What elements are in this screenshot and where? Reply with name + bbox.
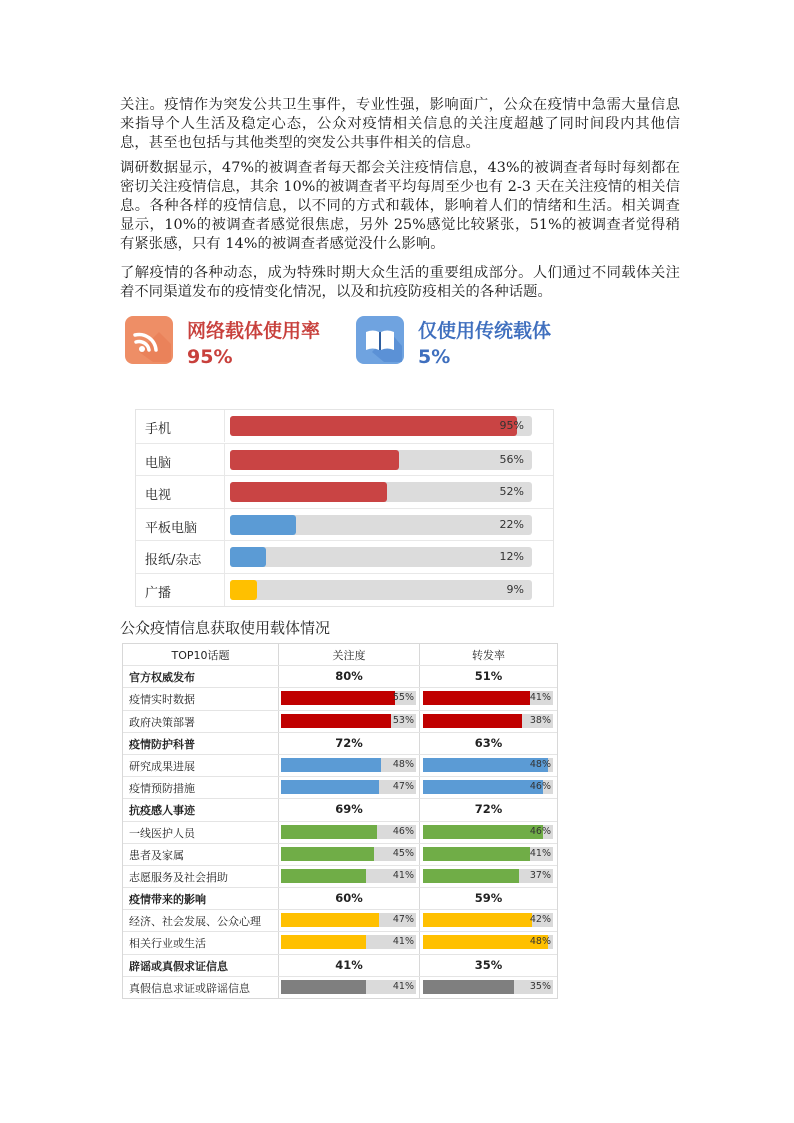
forward-value: 46% bbox=[529, 825, 551, 837]
forward-value: 41% bbox=[529, 847, 551, 859]
forward-bar bbox=[423, 780, 543, 794]
forward-value: 48% bbox=[529, 936, 551, 948]
group-attention: 69% bbox=[335, 802, 363, 817]
topic-item-name: 患者及家属 bbox=[129, 848, 184, 862]
attention-bar-track bbox=[281, 691, 416, 705]
carrier-chart-caption: 公众疫情信息获取使用载体情况 bbox=[120, 619, 331, 637]
forward-bar-track bbox=[423, 847, 553, 861]
forward-value: 35% bbox=[529, 980, 551, 992]
topic-group-row bbox=[123, 733, 557, 755]
group-forward: 59% bbox=[474, 891, 503, 906]
carrier-row bbox=[136, 508, 553, 541]
attention-bar-track bbox=[281, 714, 416, 728]
carrier-bar bbox=[230, 515, 296, 535]
topic-item-row bbox=[123, 910, 557, 932]
forward-bar bbox=[423, 869, 519, 883]
forward-bar bbox=[423, 691, 530, 705]
forward-bar-track bbox=[423, 758, 553, 772]
forward-bar bbox=[423, 913, 532, 927]
forward-bar-track bbox=[423, 691, 553, 705]
carrier-value-label: 52% bbox=[499, 485, 524, 499]
forward-bar-track bbox=[423, 935, 553, 949]
attention-value: 55% bbox=[392, 692, 414, 704]
header-forward: 转发率 bbox=[472, 649, 505, 662]
group-attention: 72% bbox=[335, 735, 363, 750]
attention-bar bbox=[281, 714, 391, 728]
carrier-value-label: 22% bbox=[499, 517, 524, 531]
attention-bar-track bbox=[281, 913, 416, 927]
forward-bar-track bbox=[423, 780, 553, 794]
topic-item-name: 志愿服务及社会捐助 bbox=[129, 870, 228, 884]
topic-group-name: 官方权威发布 bbox=[129, 671, 195, 685]
topic-item-name: 相关行业或生活 bbox=[129, 937, 206, 951]
topic-item-name: 一线医护人员 bbox=[129, 826, 195, 840]
carrier-label: 广播 bbox=[145, 586, 172, 601]
carrier-label: 平板电脑 bbox=[145, 520, 198, 536]
network-usage-title: 网络载体使用率 bbox=[187, 320, 321, 342]
topic-item-row bbox=[123, 688, 557, 710]
carrier-label: 手机 bbox=[145, 422, 172, 437]
group-attention: 80% bbox=[335, 669, 363, 684]
forward-bar bbox=[423, 714, 522, 728]
group-forward: 72% bbox=[474, 802, 503, 817]
group-forward: 35% bbox=[474, 957, 503, 972]
carrier-label: 电脑 bbox=[145, 455, 172, 471]
carrier-row bbox=[136, 573, 553, 606]
carrier-bar bbox=[230, 416, 517, 436]
attention-bar bbox=[281, 691, 395, 705]
attention-bar-track bbox=[281, 869, 416, 883]
wifi-icon bbox=[125, 316, 173, 364]
attention-bar-track bbox=[281, 758, 416, 772]
forward-bar-track bbox=[423, 869, 553, 883]
carrier-value-label: 56% bbox=[499, 452, 524, 466]
carrier-bar bbox=[230, 547, 266, 567]
attention-value: 53% bbox=[392, 714, 414, 726]
attention-bar-track bbox=[281, 980, 416, 994]
carrier-row bbox=[136, 475, 553, 508]
group-attention: 41% bbox=[335, 957, 363, 972]
forward-bar-track bbox=[423, 825, 553, 839]
attention-bar bbox=[281, 869, 366, 883]
forward-value: 48% bbox=[529, 758, 551, 770]
attention-bar bbox=[281, 935, 366, 949]
carrier-usage-chart bbox=[135, 409, 554, 607]
attention-bar bbox=[281, 847, 374, 861]
paragraph-3: 了解疫情的各种动态，成为特殊时期大众生活的重要组成部分。人们通过不同载体关注着不同渠道发布的疫情变化情况，以及和抗疫防疫相关的各种话题。 bbox=[120, 265, 680, 300]
paragraph-2: 调研数据显示，47%的被调查者每天都会关注疫情信息，43%的被调查者每时每刻都在密切关注疫情信息，其余 10%的被调查者平均每周至少也有 2-3 天在关注疫情的相关信息。各种各样的疫情信息，以不同的方式和载体，影响着人们的情绪和生活。相关调查显示，10%的被调查者感觉很焦虑，另外 25%感觉比较紧张，51%的被调查者觉得稍有紧张感，只有 14%的被调查者感觉没什么影响。 bbox=[120, 160, 680, 252]
attention-value: 41% bbox=[392, 936, 414, 948]
topic-item-name: 疫情预防措施 bbox=[129, 782, 195, 796]
forward-value: 42% bbox=[529, 914, 551, 926]
attention-bar bbox=[281, 780, 379, 794]
topic-group-row bbox=[123, 666, 557, 688]
carrier-bar bbox=[230, 482, 387, 502]
forward-bar bbox=[423, 847, 530, 861]
forward-bar-track bbox=[423, 913, 553, 927]
attention-value: 48% bbox=[392, 758, 414, 770]
topic-item-name: 政府决策部署 bbox=[129, 715, 195, 729]
topic-item-name: 疫情实时数据 bbox=[129, 693, 195, 707]
traditional-only-title: 仅使用传统载体 bbox=[418, 320, 552, 342]
topic-item-row bbox=[123, 866, 557, 888]
topic-group-name: 抗疫感人事迹 bbox=[129, 804, 195, 818]
forward-bar-track bbox=[423, 980, 553, 994]
attention-bar bbox=[281, 825, 377, 839]
topic-group-name: 疫情防护科普 bbox=[129, 737, 195, 751]
book-icon bbox=[356, 316, 404, 364]
topic-group-row bbox=[123, 799, 557, 821]
paragraph-1: 关注。疫情作为突发公共卫生事件，专业性强，影响面广，公众在疫情中急需大量信息来指导个人生活及稳定心态，公众对疫情相关信息的关注度超越了同时间段内其他信息，甚至也包括与其他类型的突发公共事件相关的信息。 bbox=[120, 97, 680, 151]
group-forward: 51% bbox=[474, 669, 503, 684]
topic-item-name: 经济、社会发展、公众心理 bbox=[129, 915, 261, 929]
forward-value: 37% bbox=[529, 869, 551, 881]
carrier-label: 电视 bbox=[145, 488, 172, 504]
carrier-bar-track bbox=[230, 482, 532, 502]
attention-value: 47% bbox=[392, 914, 414, 926]
forward-bar bbox=[423, 825, 543, 839]
topic-item-name: 研究成果进展 bbox=[129, 759, 195, 773]
carrier-bar-track bbox=[230, 515, 532, 535]
forward-value: 41% bbox=[529, 692, 551, 704]
carrier-bar bbox=[230, 450, 399, 470]
carrier-row bbox=[136, 443, 553, 476]
group-forward: 63% bbox=[474, 735, 503, 750]
topic-item-row bbox=[123, 977, 557, 998]
carrier-bar-track bbox=[230, 580, 532, 600]
header-attention: 关注度 bbox=[332, 649, 366, 662]
attention-value: 45% bbox=[392, 847, 414, 859]
attention-bar bbox=[281, 913, 379, 927]
carrier-label: 报纸/杂志 bbox=[145, 553, 202, 569]
attention-value: 41% bbox=[392, 980, 414, 992]
topic-item-row bbox=[123, 755, 557, 777]
topic-item-name: 真假信息求证或辟谣信息 bbox=[129, 981, 250, 995]
attention-bar-track bbox=[281, 935, 416, 949]
group-attention: 60% bbox=[335, 891, 363, 906]
topic-group-row bbox=[123, 955, 557, 977]
attention-value: 46% bbox=[392, 825, 414, 837]
attention-bar-track bbox=[281, 780, 416, 794]
topic-item-row bbox=[123, 777, 557, 799]
traditional-only-value: 5% bbox=[418, 346, 451, 368]
topic-item-row bbox=[123, 711, 557, 733]
table-header bbox=[123, 644, 557, 666]
attention-bar-track bbox=[281, 825, 416, 839]
topic-item-row bbox=[123, 844, 557, 866]
attention-value: 41% bbox=[392, 869, 414, 881]
forward-value: 46% bbox=[529, 781, 551, 793]
carrier-bar bbox=[230, 580, 257, 600]
attention-bar bbox=[281, 758, 381, 772]
carrier-row bbox=[136, 540, 553, 573]
attention-value: 47% bbox=[392, 781, 414, 793]
carrier-row bbox=[136, 410, 553, 442]
topic-item-row bbox=[123, 932, 557, 954]
carrier-value-label: 95% bbox=[499, 419, 524, 432]
topic-item-row bbox=[123, 822, 557, 844]
topic-group-row bbox=[123, 888, 557, 910]
attention-bar-track bbox=[281, 847, 416, 861]
carrier-value-label: 12% bbox=[499, 550, 524, 564]
carrier-bar-track bbox=[230, 547, 532, 567]
topic-group-name: 辟谣或真假求证信息 bbox=[129, 959, 228, 973]
forward-value: 38% bbox=[529, 714, 551, 726]
network-usage-value: 95% bbox=[187, 346, 233, 368]
topic-group-name: 疫情带来的影响 bbox=[129, 893, 206, 907]
top10-topics-table bbox=[122, 643, 558, 999]
carrier-bar-track bbox=[230, 416, 532, 436]
header-topic: TOP10话题 bbox=[171, 649, 230, 662]
carrier-value-label: 9% bbox=[506, 583, 524, 596]
forward-bar-track bbox=[423, 714, 553, 728]
attention-bar bbox=[281, 980, 366, 994]
carrier-bar-track bbox=[230, 450, 532, 470]
forward-bar bbox=[423, 980, 514, 994]
